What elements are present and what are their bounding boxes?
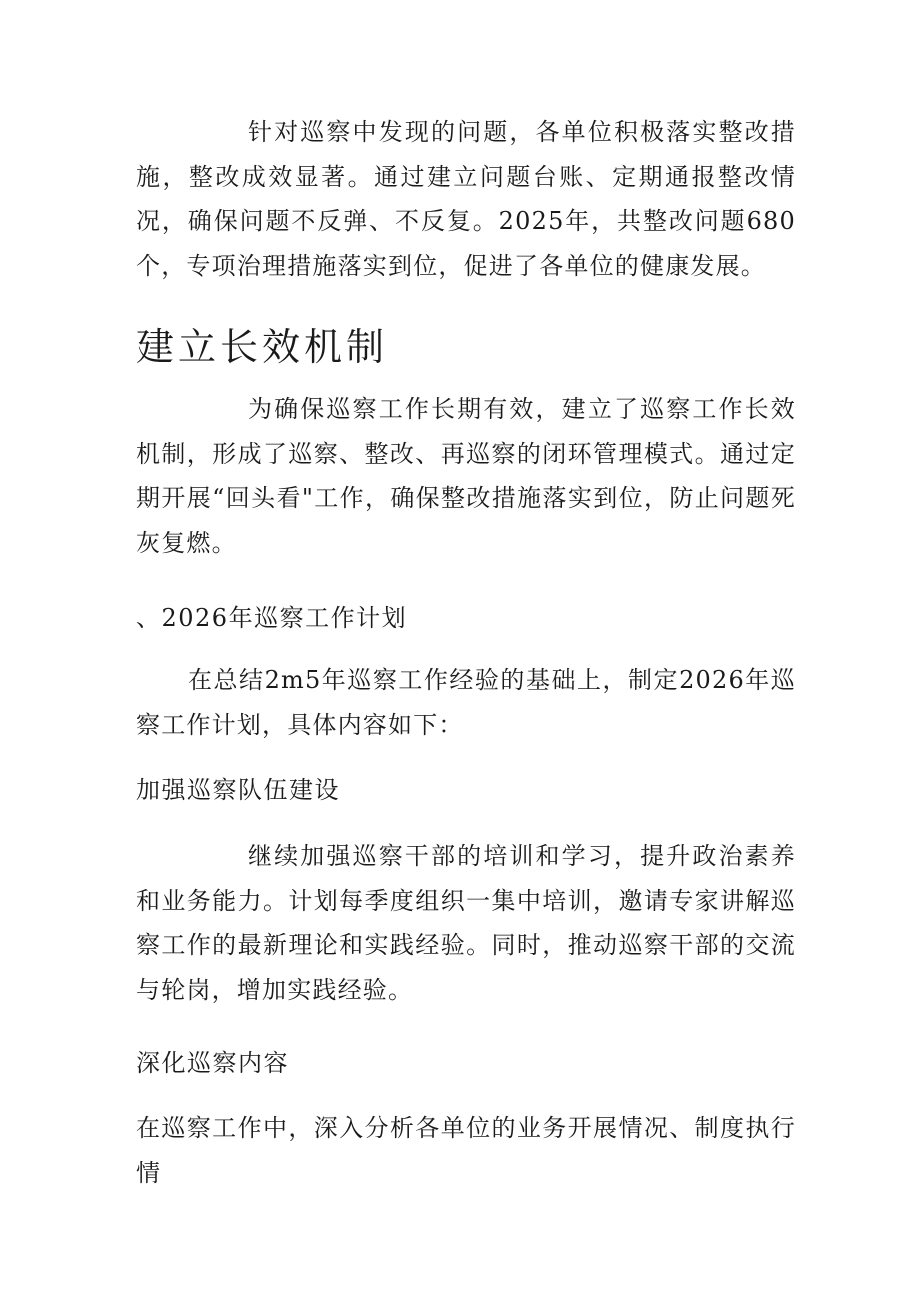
paragraph-rectification-results: 针对巡察中发现的问题，各单位积极落实整改措施，整改成效显著。通过建立问题台账、定期通报整改情况，确保问题不反弹、不反复。2025年，共整改问题680个，专项治理措施落实到位，促进了各单位的健康发展。 — [136, 118, 796, 280]
section-heading-2026-plan: 、2026年巡察工作计划 — [136, 604, 408, 632]
paragraph-long-term-mechanism: 为确保巡察工作长期有效，建立了巡察工作长效机制，形成了巡察、整改、再巡察的闭环管理模式。通过定期开展“回头看"工作，确保整改措施落实到位，防止问题死灰复燃。 — [136, 395, 796, 557]
subheading-deepen-content: 深化巡察内容 — [136, 1049, 289, 1077]
section-heading-long-term-mechanism: 建立长效机制 — [136, 325, 389, 369]
paragraph-team-building: 继续加强巡察干部的培训和学习，提升政治素养和业务能力。计划每季度组织一集中培训，邀请专家讲解巡察工作的最新理论和实践经验。同时，推动巡察干部的交流与轮岗，增加实践经验。 — [136, 842, 796, 1004]
paragraph-deepen-content: 在巡察工作中，深入分析各单位的业务开展情况、制度执行情 — [136, 1114, 796, 1187]
subheading-team-building: 加强巡察队伍建设 — [136, 776, 340, 804]
paragraph-2026-plan-intro: 在总结2m5年巡察工作经验的基础上，制定2026年巡察工作计划，具体内容如下： — [136, 666, 796, 739]
